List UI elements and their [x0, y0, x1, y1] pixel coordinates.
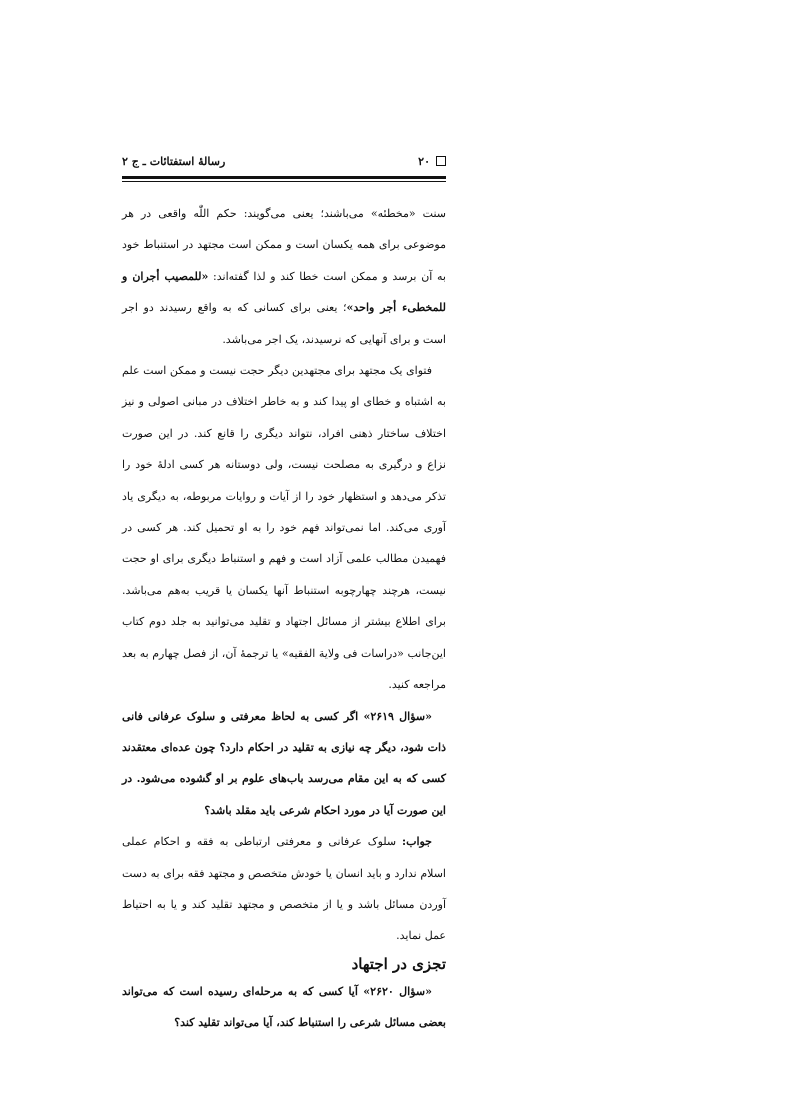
paragraph-fatwa: فتوای یک مجتهد برای مجتهدین دیگر حجت نیست و ممکن است علم به اشتباه و خطای او پیدا کند و به خاطر اختلاف در مبانی اصولی و نیز اختلاف ساختار ذهنی افراد، نتواند دیگری را قانع کند. در این صورت نزاع و درگیری به مصلحت نیست، ولی دوستانه هر کسی ادلهٔ خود را تذکر می‌دهد و استظهار خود را از آیات و روایات مربوطه، به دیگری یاد آوری می‌کند. اما نمی‌تواند فهم خود را به او تحمیل کند. هر کسی در فهمیدن مطالب علمی آزاد است و فهم و استنباط دیگری برای او حجت نیست، هرچند چهارچوبه استنباط آنها یکسان یا قریب به‌هم می‌باشد. برای اطلاع بیشتر از مسائل اجتهاد و تقلید می‌توانید به جلد دوم کتاب این‌جانب «دراسات فی ولایة الفقیه» یا ترجمهٔ آن، از فصل چهارم به بعد مراجعه کنید.	[122, 364, 446, 692]
square-icon	[436, 156, 446, 166]
page-number-group	[418, 155, 446, 168]
section-title: تجزی در اجتهاد	[351, 954, 446, 973]
hadith-quote: «للمصیب أجران و للمخطیء أجر واحد»	[122, 269, 446, 315]
paragraph-continuation	[122, 198, 446, 355]
answer-2619	[122, 826, 446, 952]
header-rule-thick	[122, 176, 446, 179]
answer-label: جواب:	[402, 835, 432, 849]
body-text	[122, 198, 446, 1039]
header-rule-thin	[122, 181, 446, 182]
page-number: ۲۰	[418, 154, 430, 168]
answer-text: سلوک عرفانی و معرفتی ارتباطی به فقه و احکام عملی اسلام ندارد و باید انسان یا خودش متخصص و مجتهد فقه برای به دست آوردن مسائل باشد و یا از متخصص و مجتهد تقلید کند و یا به احتیاط عمل نماید.	[122, 835, 446, 943]
book-title: رسالهٔ استفتائات ـ ج ۲	[122, 154, 226, 168]
question-2620: «سؤال ۲۶۲۰» آیا کسی که به مرحله‌ای رسیده است که می‌تواند بعضی مسائل شرعی را استنباط کند، آیا می‌تواند تقلید کند؟	[122, 984, 446, 1030]
paragraph-1-text-b: ؛ یعنی برای کسانی که به واقع رسیدند دو اجر است و برای آنهایی که نرسیدند، یک اجر می‌باشد.	[122, 301, 446, 346]
page-header	[122, 150, 446, 172]
question-2619: «سؤال ۲۶۱۹» اگر کسی به لحاظ معرفتی و سلوک عرفانی فانی ذات شود، دیگر چه نیازی به تقلید در احکام دارد؟ چون عده‌ای معتقدند کسی که به این مقام می‌رسد باب‌های علوم بر او گشوده می‌شود. در این صورت آیا در مورد احکام شرعی باید مقلد باشد؟	[122, 709, 446, 817]
paragraph-1-text-a: سنت «مخطئه» می‌باشند؛ یعنی می‌گویند: حکم اللّٰه واقعی در هر موضوعی برای همه یکسان است و ممکن است مجتهد در استنباط خود به آن برسد و ممکن است خطا کند و لذا گفته‌اند:	[122, 207, 446, 283]
